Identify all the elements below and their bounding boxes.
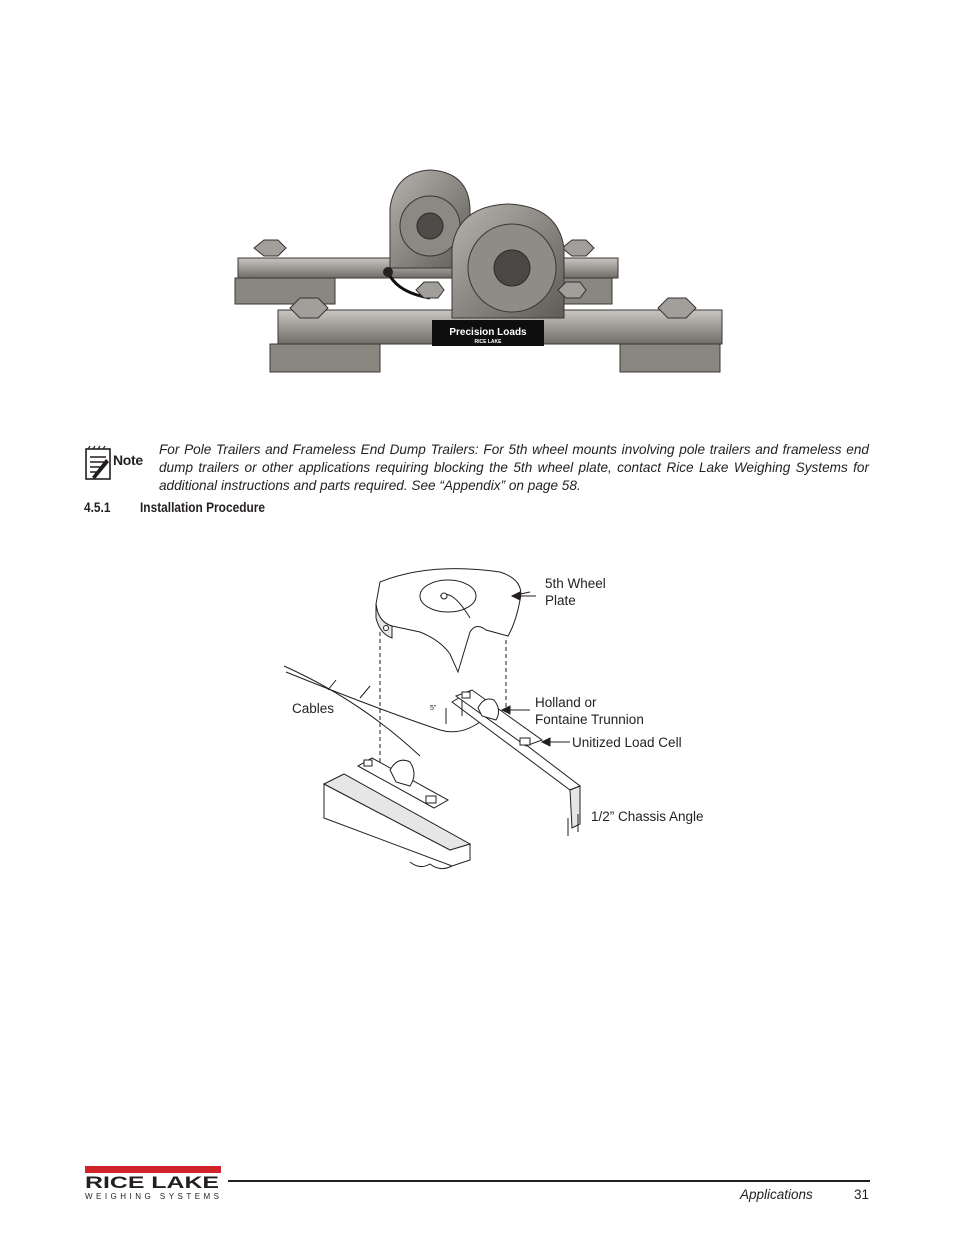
- callout-fifth-wheel: [545, 575, 606, 609]
- logo-subtext: WEIGHING SYSTEMS: [85, 1192, 219, 1201]
- callout-load-cell: Unitized Load Cell: [572, 735, 682, 750]
- callout-chassis-angle: 1/2” Chassis Angle: [591, 809, 704, 824]
- callout-trunnion-line1: Holland or: [535, 695, 597, 710]
- brand-plate-text: Precision Loads: [449, 327, 527, 338]
- brand-plate-subtext: RICE LAKE: [474, 339, 502, 345]
- section-title: Installation Procedure: [140, 499, 265, 515]
- note-label: Note: [113, 452, 143, 468]
- callout-fifth-wheel-line2: Plate: [545, 593, 576, 608]
- callout-trunnion-line2: Fontaine Trunnion: [535, 712, 644, 727]
- rice-lake-logo: [85, 1166, 223, 1202]
- note-text: For Pole Trailers and Frameless End Dump Trailers: For 5th wheel mounts involving pole trailers and frameless end dump trailers or other applications requiring blocking the 5th wheel plate, contact Rice Lake Weighing Systems for additional instructions and parts required. See “Appendix” on page 58.: [159, 442, 869, 493]
- logo-text: RICE LAKE: [85, 1173, 219, 1192]
- section-number: 4.5.1: [84, 499, 111, 515]
- callout-fifth-wheel-line1: 5th Wheel: [545, 576, 606, 591]
- footer-rule: [228, 1180, 870, 1182]
- installation-diagram: [280, 560, 720, 890]
- load-cell-photo: [230, 168, 724, 374]
- footer-section-name: Applications: [740, 1187, 813, 1202]
- dimension-label: 5": [430, 705, 437, 712]
- callout-trunnion: [535, 694, 644, 728]
- footer-page-number: 31: [854, 1187, 870, 1202]
- callout-cables: Cables: [292, 701, 335, 716]
